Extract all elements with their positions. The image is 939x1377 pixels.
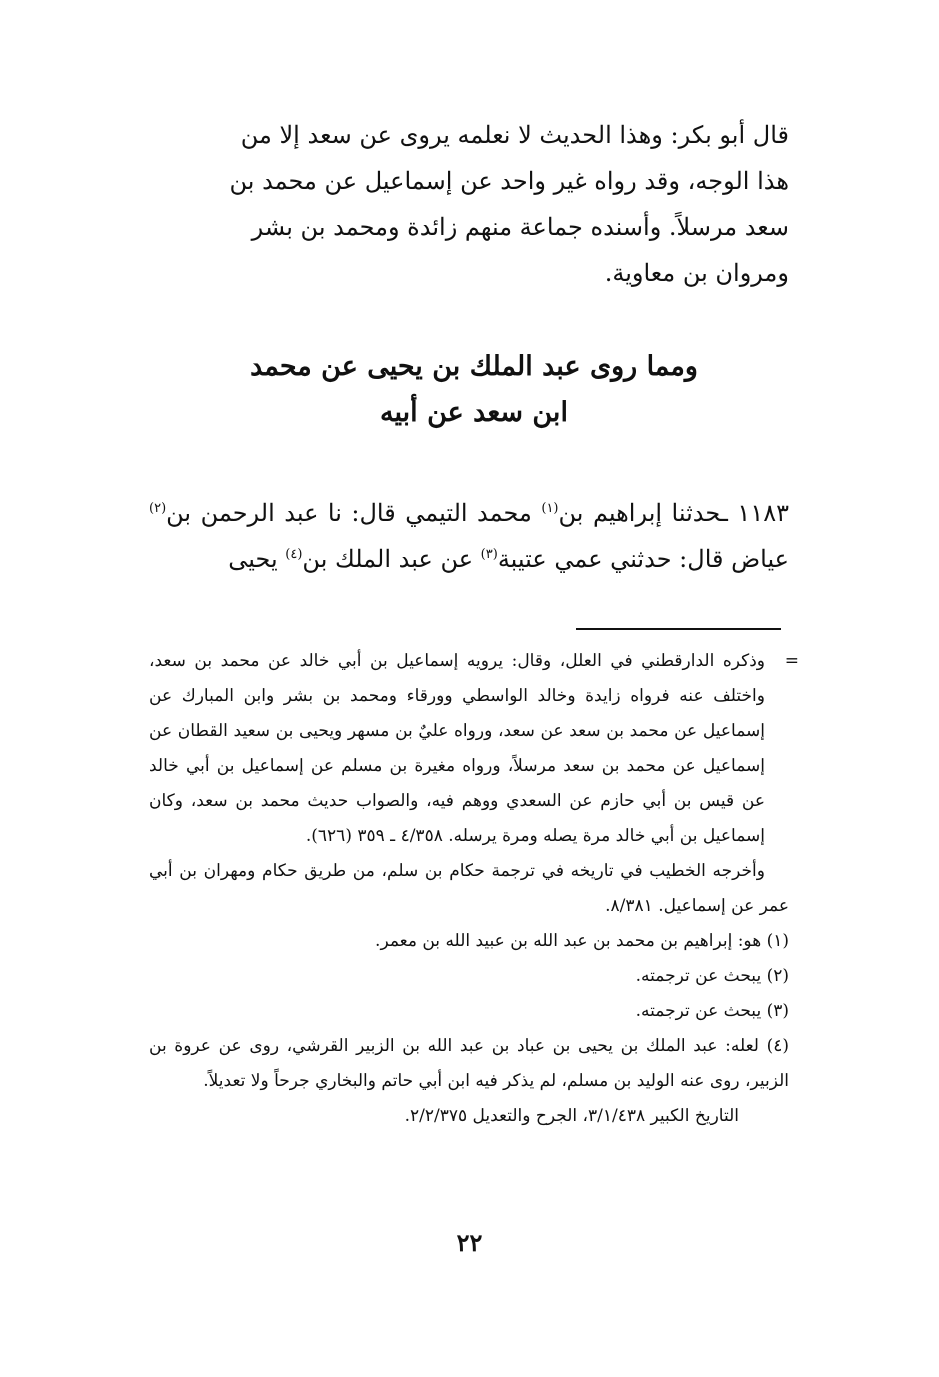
footnote-continuation-text: وذكره الدارقطني في العلل، وقال: يرويه إسماعيل بن أبي خالد عن محمد بن سعد، واختلف عنه فرواه زايدة وخالد الواسطي وورقاء ومحمد بن بشر وابن المبارك عن إسماعيل عن محمد بن سعد عن سعد، ورواه عليٌ بن مسهر ويحيى بن سعيد القطان عن إسماعيل عن محمد بن سعد مرسلاً، ورواه مغيرة بن مسلم عن إسماعيل بن أبي خالد عن قيس بن أبي حازم عن السعدي ووهم فيه، والصواب حديث محمد بن سعد، وكان إسماعيل بن أبي خالد مرة يصله ومرة يرسله. ٤/٣٥٨ ـ ٣٥٩ (٦٢٦). [149, 651, 765, 846]
heading-line-2: ابن سعد عن أبيه [380, 397, 568, 428]
continuation-marker: = [784, 651, 799, 671]
intro-line-2: هذا الوجه، وقد رواه غير واحد عن إسماعيل عن محمد بن [229, 167, 789, 195]
footnote-ref-3: (٣) [480, 547, 498, 562]
footnote-separator [576, 628, 781, 630]
hadith-text-2: محمد التيمي قال: نا عبد الرحمن بن [166, 499, 542, 527]
footnote-ref-2: (٢) [149, 501, 167, 516]
footnote-4: (٤) لعله: عبد الملك بن يحيى بن عباد بن عبد الله بن الزبير القرشي، روى عن عروة بن الزبير، روى عنه الوليد بن مسلم، لم يذكر فيه ابن أبي حاتم والبخاري جرحاً ولا تعديلاً. [149, 1036, 789, 1091]
hadith-number: ١١٨٣ ـ [720, 499, 789, 527]
intro-line-3: سعد مرسلاً. وأسنده جماعة منهم زائدة ومحمد بن بشر [251, 213, 789, 241]
footnote-continuation [149, 644, 799, 854]
hadith-entry [149, 490, 789, 582]
heading-line-1: ومما روى عبد الملك بن يحيى عن محمد [250, 351, 698, 382]
intro-line-1: قال أبو بكر: وهذا الحديث لا نعلمه يروى عن سعد إلا من [240, 121, 789, 149]
hadith-text-1: حدثنا إبراهيم بن [558, 499, 721, 527]
footnote-ref-4: (٤) [285, 547, 303, 562]
footnote-1: (١) هو: إبراهيم بن محمد بن عبد الله بن عبيد الله بن معمر. [375, 931, 789, 951]
hadith-text-4: عن عبد الملك بن [302, 545, 481, 573]
hadith-text-5: يحيى [228, 545, 286, 573]
hadith-text [149, 490, 789, 582]
footnote-ref-1: (١) [541, 501, 559, 516]
footnote-3: (٣) يبحث عن ترجمته. [635, 1001, 789, 1021]
footnote-2: (٢) يبحث عن ترجمته. [635, 966, 789, 986]
footnote-khatib: وأخرجه الخطيب في تاريخه في ترجمة حكام بن سلم، من طريق حكام ومهران بن أبي عمر عن إسماعيل. ٨/٣٨١. [149, 861, 789, 916]
page-number: ٢٢ [456, 1228, 483, 1257]
intro-line-4: ومروان بن معاوية. [604, 259, 789, 287]
footnote-4-reference: التاريخ الكبير ٣/١/٤٣٨، الجرح والتعديل ٢/٢/٣٧٥. [404, 1106, 739, 1126]
hadith-text-3: عياض قال: حدثني عمي عتيبة [497, 545, 789, 573]
intro-paragraph [149, 112, 789, 296]
section-heading [129, 344, 819, 436]
footnotes [149, 644, 799, 1134]
